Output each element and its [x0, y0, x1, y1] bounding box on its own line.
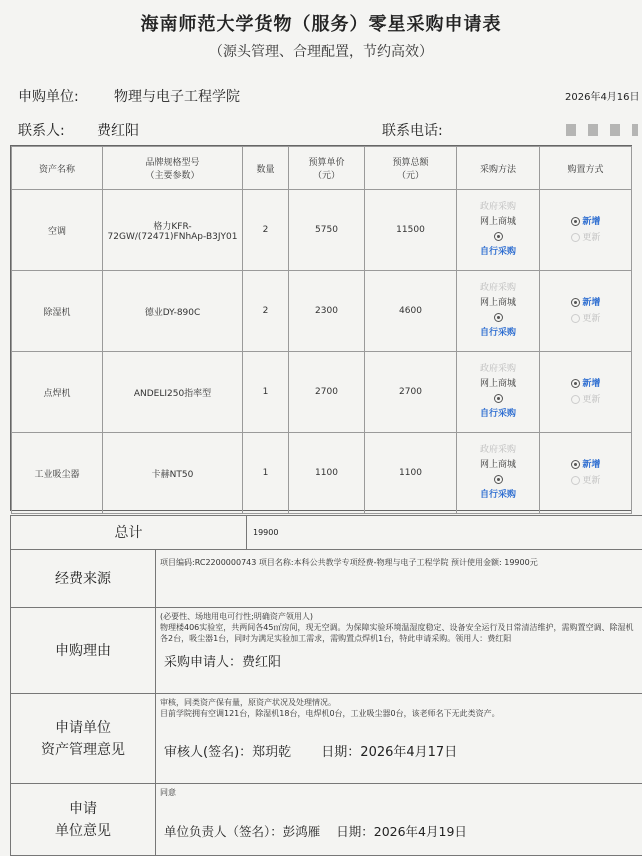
col-header-model: 品牌规格型号 （主要参数）: [103, 147, 243, 190]
funding-label: 经费来源: [11, 550, 156, 608]
leader-signature: 单位负责人（签名）：彭鸿雁: [164, 824, 320, 839]
radio-selected-icon: [571, 298, 580, 307]
purchase-type-cell: [540, 352, 632, 433]
method-online-option[interactable]: 网上商城: [459, 215, 537, 245]
qty-cell: 1: [243, 352, 289, 433]
radio-empty-icon: [571, 476, 580, 485]
model-cell: 格力KFR-72GW/(72471)FNhAp-B3JY01: [103, 190, 243, 271]
radio-selected-icon: [494, 475, 503, 484]
unit-opinion-row: [11, 784, 642, 856]
purchase-type-cell: [540, 271, 632, 352]
model-cell: 卡赫NT50: [103, 433, 243, 514]
applicant-signature: 采购申请人：费红阳: [160, 651, 638, 670]
radio-empty-icon: [571, 233, 580, 242]
unit-opinion-text: 同意: [160, 787, 638, 798]
reason-label: 申购理由: [11, 608, 156, 694]
asset-name-cell: 工业吸尘器: [12, 433, 103, 514]
buy-update-option[interactable]: 更新: [542, 473, 629, 489]
radio-empty-icon: [571, 314, 580, 323]
radio-empty-icon: [571, 395, 580, 404]
request-date: 2026年4月16日: [565, 88, 640, 103]
purchase-type-cell: [540, 190, 632, 271]
col-header-method: 采购方法: [457, 147, 540, 190]
method-self-option[interactable]: 自行采购: [459, 407, 537, 422]
method-gov-option[interactable]: 政府采购: [459, 443, 537, 458]
table-row: [12, 190, 632, 271]
purchase-type-cell: [540, 433, 632, 514]
dept-value: 物理与电子工程学院: [114, 86, 240, 106]
buy-update-option[interactable]: 更新: [542, 392, 629, 408]
unit-opinion-label: 申请 单位意见: [11, 784, 156, 856]
reviewer-date: 日期：2026年4月17日: [321, 745, 457, 760]
method-cell: [457, 271, 540, 352]
buy-new-option[interactable]: 新增: [542, 214, 629, 230]
redacted-phone: [566, 124, 638, 136]
total-value: 19900: [247, 516, 642, 550]
radio-selected-icon: [571, 460, 580, 469]
col-header-unit-price: 预算单价 （元）: [289, 147, 365, 190]
col-header-asset: 资产名称: [12, 147, 103, 190]
unit-price-cell: 1100: [289, 433, 365, 514]
dept-label: 申购单位:: [18, 86, 79, 106]
table-row: [12, 433, 632, 514]
form-subtitle: （源头管理、合理配置，节约高效）: [0, 41, 642, 61]
total-label: 总计: [11, 516, 247, 550]
reason-text: 物理楼406实验室，共两间各45㎡房间，现无空调。为保障实验环境温湿度稳定、设备安全运行及日常清洁维护，需购置空调、除湿机各2台，吸尘器1台，同时为满足实验加工需求，需购置点焊机1台，特此申请采购。领用人：费红阳: [160, 622, 638, 644]
radio-selected-icon: [571, 379, 580, 388]
qty-cell: 1: [243, 433, 289, 514]
phone-label: 联系电话:: [382, 120, 443, 140]
radio-selected-icon: [494, 394, 503, 403]
method-cell: [457, 352, 540, 433]
col-header-total: 预算总额 （元）: [365, 147, 457, 190]
funding-text: 项目编码:RC2200000743 项目名称:本科公共教学专项经费-物理与电子工程学院 预计使用金额: 19900元: [156, 550, 642, 608]
asset-name-cell: 空调: [12, 190, 103, 271]
buy-new-option[interactable]: 新增: [542, 376, 629, 392]
buy-new-option[interactable]: 新增: [542, 457, 629, 473]
items-table: [10, 145, 632, 511]
buy-update-option[interactable]: 更新: [542, 230, 629, 246]
method-gov-option[interactable]: 政府采购: [459, 362, 537, 377]
method-gov-option[interactable]: 政府采购: [459, 281, 537, 296]
contact-value: 费红阳: [97, 120, 139, 140]
asset-opinion-row: [11, 694, 642, 784]
method-gov-option[interactable]: 政府采购: [459, 200, 537, 215]
radio-selected-icon: [571, 217, 580, 226]
model-cell: 德业DY-890C: [103, 271, 243, 352]
model-cell: ANDELI250指率型: [103, 352, 243, 433]
method-self-option[interactable]: 自行采购: [459, 245, 537, 260]
table-row: [12, 352, 632, 433]
method-cell: [457, 433, 540, 514]
unit-price-cell: 2700: [289, 352, 365, 433]
table-header-row: [12, 147, 632, 190]
reason-hint: (必要性、场地用电可行性;明确资产领用人): [160, 611, 638, 622]
qty-cell: 2: [243, 190, 289, 271]
leader-date: 日期：2026年4月19日: [336, 824, 467, 839]
total-cell: 4600: [365, 271, 457, 352]
form-title: 海南师范大学货物（服务）零星采购申请表: [0, 10, 642, 36]
col-header-purchase-type: 购置方式: [540, 147, 632, 190]
buy-new-option[interactable]: 新增: [542, 295, 629, 311]
radio-selected-icon: [494, 232, 503, 241]
method-online-option[interactable]: 网上商城: [459, 458, 537, 488]
contact-label: 联系人:: [18, 120, 65, 140]
approval-section: [10, 515, 642, 855]
asset-opinion-text1: 审核，同类资产保有量，原资产状况及处理情况。: [160, 697, 638, 708]
unit-price-cell: 2300: [289, 271, 365, 352]
method-online-option[interactable]: 网上商城: [459, 377, 537, 407]
col-header-qty: 数量: [243, 147, 289, 190]
total-cell: 2700: [365, 352, 457, 433]
method-online-option[interactable]: 网上商城: [459, 296, 537, 326]
total-cell: 1100: [365, 433, 457, 514]
reason-row: [11, 608, 642, 694]
asset-name-cell: 除湿机: [12, 271, 103, 352]
asset-opinion-label: 申请单位 资产管理意见: [11, 694, 156, 784]
radio-selected-icon: [494, 313, 503, 322]
table-row: [12, 271, 632, 352]
funding-row: [11, 550, 642, 608]
method-self-option[interactable]: 自行采购: [459, 488, 537, 503]
asset-opinion-text2: 目前学院拥有空调121台，除湿机18台，电焊机0台，工业吸尘器0台，该老师名下无此类资产。: [160, 708, 638, 719]
asset-name-cell: 点焊机: [12, 352, 103, 433]
total-cell: 11500: [365, 190, 457, 271]
buy-update-option[interactable]: 更新: [542, 311, 629, 327]
method-self-option[interactable]: 自行采购: [459, 326, 537, 341]
method-cell: [457, 190, 540, 271]
total-row: [11, 516, 642, 550]
qty-cell: 2: [243, 271, 289, 352]
reviewer-signature: 审核人(签名)：郑玥乾: [164, 745, 291, 760]
unit-price-cell: 5750: [289, 190, 365, 271]
